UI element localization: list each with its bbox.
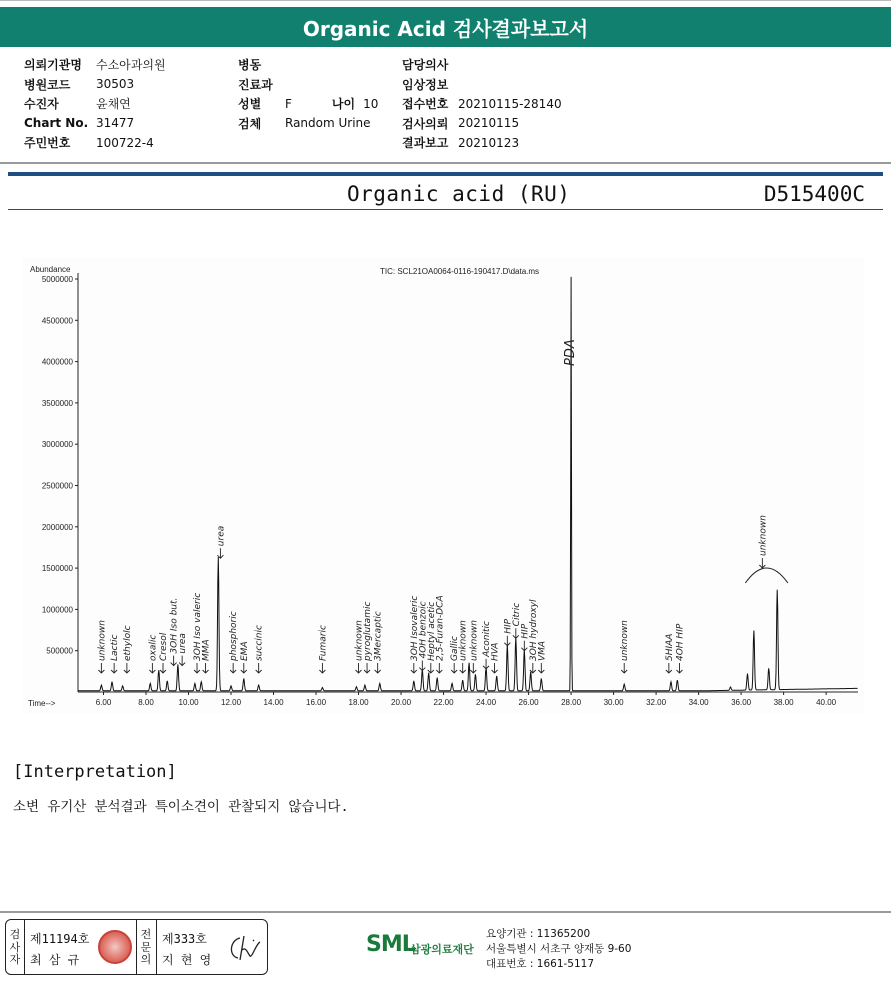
annotation-text: urea (216, 525, 227, 547)
annotation-text: unknown (620, 620, 631, 661)
x-tick-label: 16.00 (306, 698, 327, 707)
chromatogram-chart (22, 258, 864, 714)
annotation-text: 3OH Isovaleric (409, 595, 420, 661)
x-tick-label: 28.00 (561, 698, 582, 707)
annotation-text: unknown (458, 620, 469, 661)
sml-logo: SML (366, 932, 415, 957)
x-tick-label: 38.00 (773, 698, 794, 707)
x-tick-label: 14.00 (263, 698, 284, 707)
header-title: Organic Acid 검사결과보고서 (302, 16, 589, 41)
y-tick-label: 3000000 (41, 440, 73, 450)
y-tick-label: 500000 (46, 646, 73, 656)
hospital-code-label: 병원코드 (24, 77, 71, 92)
divider (156, 920, 157, 974)
x-tick-label: 34.00 (688, 698, 709, 707)
annotation-text: 3OH Iso valeric (193, 592, 204, 661)
annotation-text: Cresol (159, 632, 170, 661)
receipt-label: 접수번호 (402, 97, 449, 112)
x-tick-label: 6.00 (95, 698, 112, 707)
annotation-text: 3Mercaptic (373, 611, 384, 661)
age-label: 나이 (331, 97, 356, 112)
patient-info-col1 (24, 55, 166, 153)
y-tick-label: 1500000 (41, 564, 73, 574)
report-date-value: 20210123 (458, 135, 520, 150)
x-tick-label: 36.00 (731, 698, 752, 707)
annotation-text: 4OH benzoic (418, 601, 429, 659)
signature-icon (226, 932, 262, 964)
divider (24, 920, 25, 974)
x-tick-label: 20.00 (391, 698, 412, 707)
examiner-name: 최 삼 규 (30, 953, 80, 967)
annotation-text: phosphoric (229, 611, 240, 661)
annotation-text: 3OH Iso but. (169, 597, 180, 654)
sex-value: F (285, 96, 292, 111)
x-tick-label: 10.00 (178, 698, 199, 707)
annotation-text: Lactic (110, 634, 121, 661)
y-tick-label: 1000000 (41, 605, 73, 615)
annotation-text: HIP (520, 623, 531, 639)
annotation-text: pyroglutamic (363, 601, 374, 661)
peak-annotation (563, 339, 578, 366)
annotation-text: VMA (537, 640, 548, 661)
y-axis-label: Abundance (30, 265, 71, 274)
x-tick-label: 18.00 (348, 698, 369, 707)
examiner-seal-icon (98, 930, 132, 964)
x-tick-label: 12.00 (221, 698, 242, 707)
annotation-text: ethylolc (122, 625, 133, 661)
receipt-value: 20210115-28140 (458, 96, 562, 111)
specimen-value: Random Urine (285, 116, 371, 131)
x-tick-label: 22.00 (433, 698, 454, 707)
annotation-text: 2,5-Furan-DCA (435, 595, 446, 661)
chart-no-value: 31477 (96, 116, 135, 131)
divider (8, 172, 883, 176)
examinee-value: 윤채연 (96, 97, 131, 112)
y-tick-label: 4500000 (41, 316, 73, 326)
annotation-text: unknown (469, 620, 480, 661)
annotation-text: 5HIAA (664, 633, 675, 661)
test-title: Organic acid (RU) (347, 182, 571, 206)
peak-annotation (435, 595, 445, 673)
annotation-text: EMA (239, 641, 250, 661)
specialist-name: 지 현 영 (162, 953, 212, 967)
report-date-label: 결과보고 (402, 136, 449, 151)
specialist-license: 제333호 (162, 932, 207, 946)
tic-label: TIC: SCL21OA0064-0116-190417.D\data.ms (380, 267, 540, 276)
annotation-text: Citric (511, 602, 522, 627)
x-tick-label: 40.00 (816, 698, 837, 707)
annotation-text: Heptyl acetic (426, 601, 437, 661)
annotation-text: unknown (354, 620, 365, 661)
signature-box (5, 919, 268, 975)
examiner-license: 제11194호 (30, 932, 90, 946)
chart-no-label: Chart No. (24, 116, 89, 131)
interpretation-text: 소변 유기산 분석결과 특이소견이 관찰되지 않습니다. (13, 799, 349, 815)
annotation-text: urea (178, 633, 189, 654)
y-tick-label: 5000000 (41, 275, 73, 284)
y-tick-label: 3500000 (41, 398, 73, 408)
doctor-label: 담당의사 (402, 58, 449, 73)
interpretation-title: [Interpretation] (13, 762, 177, 782)
divider (0, 911, 891, 913)
ward-label: 병동 (238, 58, 262, 73)
report-header (0, 7, 891, 47)
annotation-text: Aconitic (482, 621, 493, 657)
clinical-label: 임상정보 (402, 77, 449, 92)
institution-value: 수소아과의원 (96, 58, 166, 73)
x-tick-label: 26.00 (518, 698, 539, 707)
x-tick-label: 32.00 (646, 698, 667, 707)
x-tick-label: 30.00 (603, 698, 624, 707)
x-axis-label: Time--> (28, 699, 56, 708)
sex-label: 성별 (238, 97, 262, 112)
divider (8, 209, 883, 210)
top-border (0, 0, 891, 7)
y-tick-label: 4000000 (41, 357, 73, 367)
org-name: 삼광의료재단 (410, 943, 474, 956)
org-address: 서울특별시 서초구 양재동 9-60 (486, 943, 632, 955)
y-tick-label: 2500000 (41, 481, 73, 491)
resident-no-value: 100722-4 (96, 135, 154, 150)
annotation-text: MMA (201, 639, 212, 661)
annotation-text: Gallic (450, 636, 461, 661)
annotation-text: succinic (254, 625, 265, 661)
patient-info-col3 (402, 55, 562, 153)
annotation-text: HIP (503, 618, 514, 634)
examinee-label: 수진자 (24, 97, 59, 112)
test-code: D515400C (763, 182, 865, 206)
annotation-text: oxalic (148, 634, 159, 661)
y-tick-label: 2000000 (41, 522, 73, 532)
examiner-role: 검사자 (9, 928, 21, 966)
specialist-role: 전문의 (140, 928, 152, 966)
annotation-text: Fumaric (318, 625, 329, 661)
annotation-text: HVA (490, 642, 501, 661)
care-org-number: 요양기관 : 11365200 (486, 928, 591, 940)
request-label: 검사의뢰 (402, 116, 449, 131)
annotation-text: 4OH HIP (675, 623, 686, 661)
divider (136, 920, 137, 974)
patient-info-col2 (238, 55, 378, 133)
org-phone: 대표번호 : 1661-5117 (486, 958, 595, 970)
annotation-text: PDA (563, 339, 579, 366)
x-tick-label: 24.00 (476, 698, 497, 707)
x-tick-label: 8.00 (138, 698, 154, 707)
annotation-text: unknown (758, 515, 769, 556)
age-value: 10 (363, 96, 379, 111)
org-address-block (486, 927, 631, 972)
resident-no-label: 주민번호 (24, 136, 71, 151)
specimen-label: 검체 (238, 116, 262, 131)
hospital-code-value: 30503 (96, 77, 135, 92)
annotation-text: 3OH hydroxyl (528, 599, 539, 661)
institution-label: 의뢰기관명 (24, 58, 82, 73)
annotation-text: unknown (97, 620, 108, 661)
department-label: 진료과 (238, 77, 273, 92)
divider (0, 162, 891, 164)
request-value: 20210115 (458, 116, 520, 131)
